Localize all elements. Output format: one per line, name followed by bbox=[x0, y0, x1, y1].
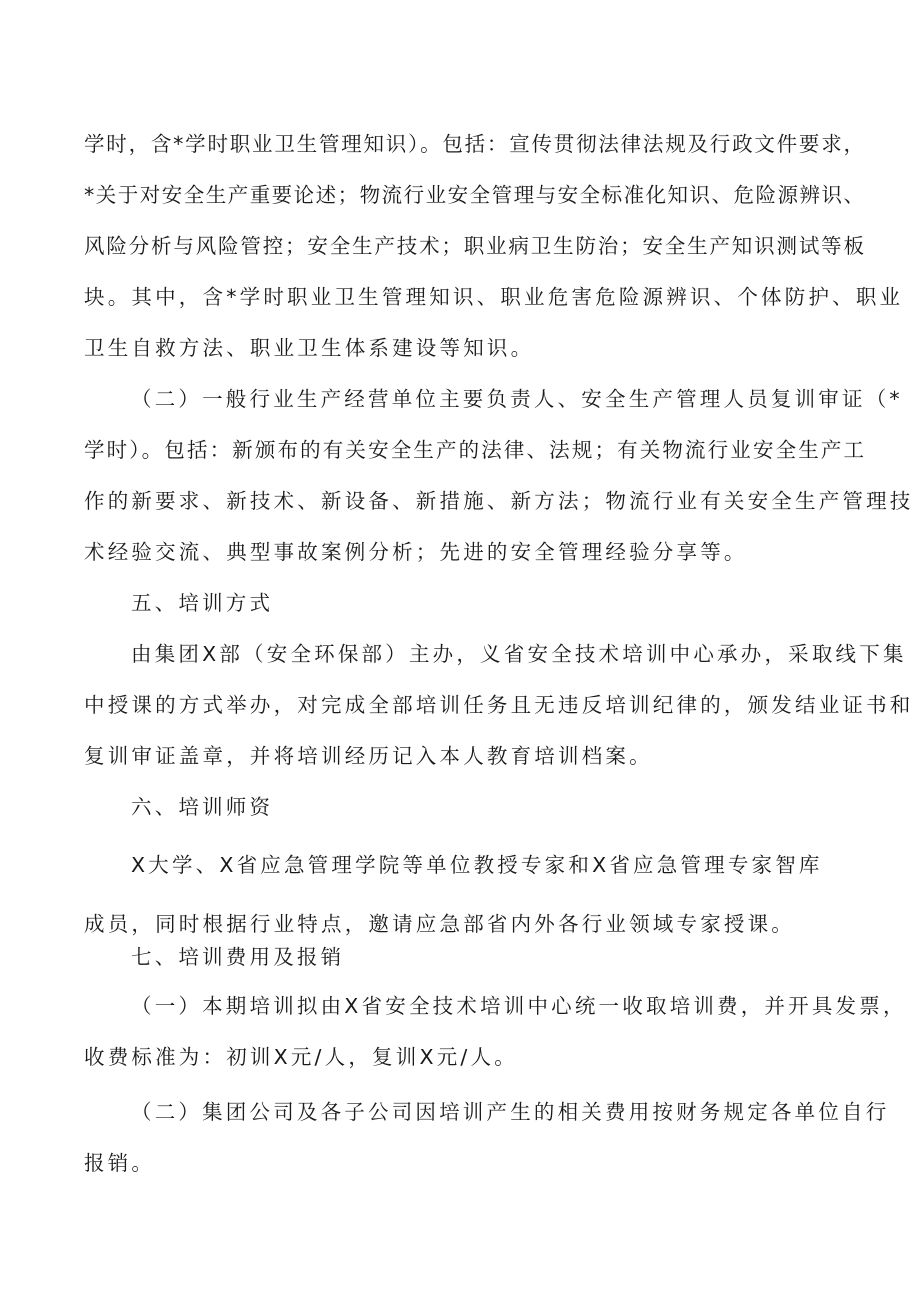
text-line: 学时，含*学时职业卫生管理知识）。包括：宣传贯彻法律法规及行政文件要求， bbox=[84, 132, 864, 156]
text-line: 块。其中，含*学时职业卫生管理知识、职业危害危险源辨识、个体防护、职业 bbox=[84, 285, 904, 309]
text-line: X大学、X省应急管理学院等单位教授专家和X省应急管理专家智库 bbox=[131, 853, 823, 877]
section-heading: 五、培训方式 bbox=[131, 591, 274, 615]
text-line: 作的新要求、新技术、新设备、新措施、新方法；物流行业有关安全生产管理技 bbox=[84, 489, 914, 513]
text-line: 中授课的方式举办，对完成全部培训任务且无违反培训纪律的，颁发结业证书和 bbox=[84, 693, 914, 717]
text-line: 报销。 bbox=[84, 1151, 156, 1175]
section-heading: 七、培训费用及报销 bbox=[131, 945, 345, 969]
text-line: 卫生自救方法、职业卫生体系建设等知识。 bbox=[84, 336, 535, 360]
text-line: 成员，同时根据行业特点，邀请应急部省内外各行业领域专家授课。 bbox=[84, 912, 795, 936]
text-line: （一）本期培训拟由X省安全技术培训中心统一收取培训费，并开具发票， bbox=[131, 994, 907, 1018]
text-line: 复训审证盖章，并将培训经历记入本人教育培训档案。 bbox=[84, 744, 653, 768]
text-line: 收费标准为：初训X元/人，复训X元/人。 bbox=[84, 1045, 518, 1069]
text-line: 学时）。包括：新颁布的有关安全生产的法律、法规；有关物流行业安全生产工 bbox=[84, 438, 864, 462]
text-line: 由集团X部（安全环保部）主办，义省安全技术培训中心承办，采取线下集 bbox=[131, 642, 907, 666]
section-heading: （二）一般行业生产经营单位主要负责人、安全生产管理人员复训审证（* bbox=[131, 387, 903, 411]
section-heading: 六、培训师资 bbox=[131, 795, 274, 819]
text-line: 风险分析与风险管控；安全生产技术；职业病卫生防治；安全生产知识测试等板 bbox=[84, 234, 864, 258]
text-line: （二）集团公司及各子公司因培训产生的相关费用按财务规定各单位自行 bbox=[131, 1100, 890, 1124]
text-line: *关于对安全生产重要论述；物流行业安全管理与安全标准化知识、危险源辨识、 bbox=[84, 183, 864, 207]
text-line: 术经验交流、典型事故案例分析；先进的安全管理经验分享等。 bbox=[84, 540, 748, 564]
